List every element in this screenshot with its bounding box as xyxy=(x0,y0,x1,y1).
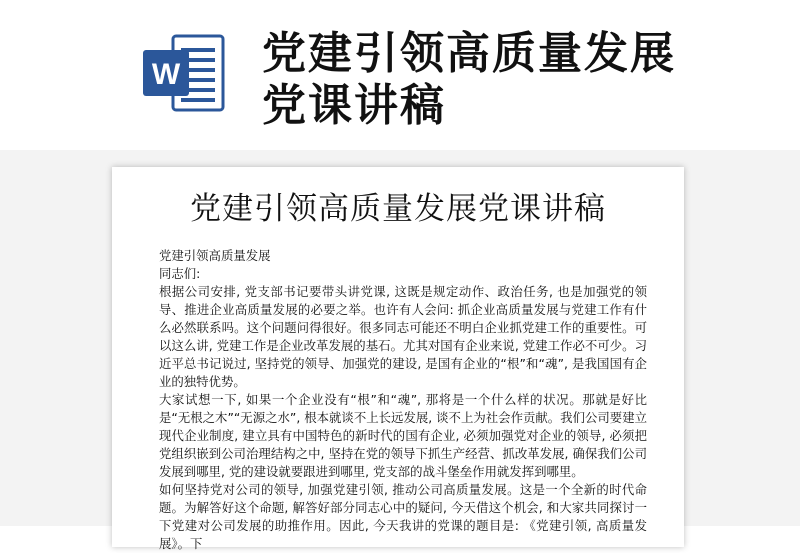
header-banner xyxy=(0,0,800,150)
banner-title-line-1: 党建引领高质量发展 xyxy=(262,28,676,79)
paragraph-salutation: 同志们: xyxy=(159,266,201,281)
document-body xyxy=(159,247,647,553)
paragraph-3: 如何坚持党对公司的领导, 加强党建引领, 推动公司高质量发展。这是一个全新的时代命题。为解答好这个命题, 解答好部分同志心中的疑问, 今天借这个机会, 和大家共同探讨一下党建对公司发展的助推作用。因此, 今天我讲的党课的题目是: 《党建引领, 高质量发展》。下 xyxy=(159,482,647,551)
word-icon-letter: W xyxy=(151,58,181,91)
word-document-icon xyxy=(143,34,225,112)
paragraph-1: 根据公司安排, 党支部书记要带头讲党课, 这既是规定动作、政治任务, 也是加强党的领导、推进企业高质量发展的必要之举。也许有人会问: 抓企业高质量发展与党建工作有什么必然联系吗。这个问题问得很好。很多同志可能还不明白企业抓党建工作的重要性。可以这么讲, 党建工作是企业改革发展的基石。尤其对国有企业来说, 党建工作必不可少。习近平总书记说过, 坚持党的领导、加强党的建设, 是国有企业的“根”和“魂”, 是我国国有企业的独特优势。 xyxy=(159,284,647,389)
paragraph-subtitle: 党建引领高质量发展 xyxy=(159,248,271,263)
document-title: 党建引领高质量发展党课讲稿 xyxy=(190,191,606,227)
document-page xyxy=(112,167,684,551)
paragraph-2: 大家试想一下, 如果一个企业没有“根”和“魂”, 那将是一个什么样的状况。那就是好比是“无根之木”“无源之水”, 根本就谈不上长远发展, 谈不上为社会作贡献。我们公司要建立现代企业制度, 建立具有中国特色的新时代的国有企业, 必须加强党对企业的领导, 必须把党组织嵌到公司治理结构之中, 坚持在党的领导下抓生产经营、抓改革发展, 确保我们公司发展到哪里, 党的建设就要跟进到哪里, 党支部的战斗堡垒作用就发挥到哪里。 xyxy=(159,392,647,479)
banner-title-line-2: 党课讲稿 xyxy=(262,80,446,131)
